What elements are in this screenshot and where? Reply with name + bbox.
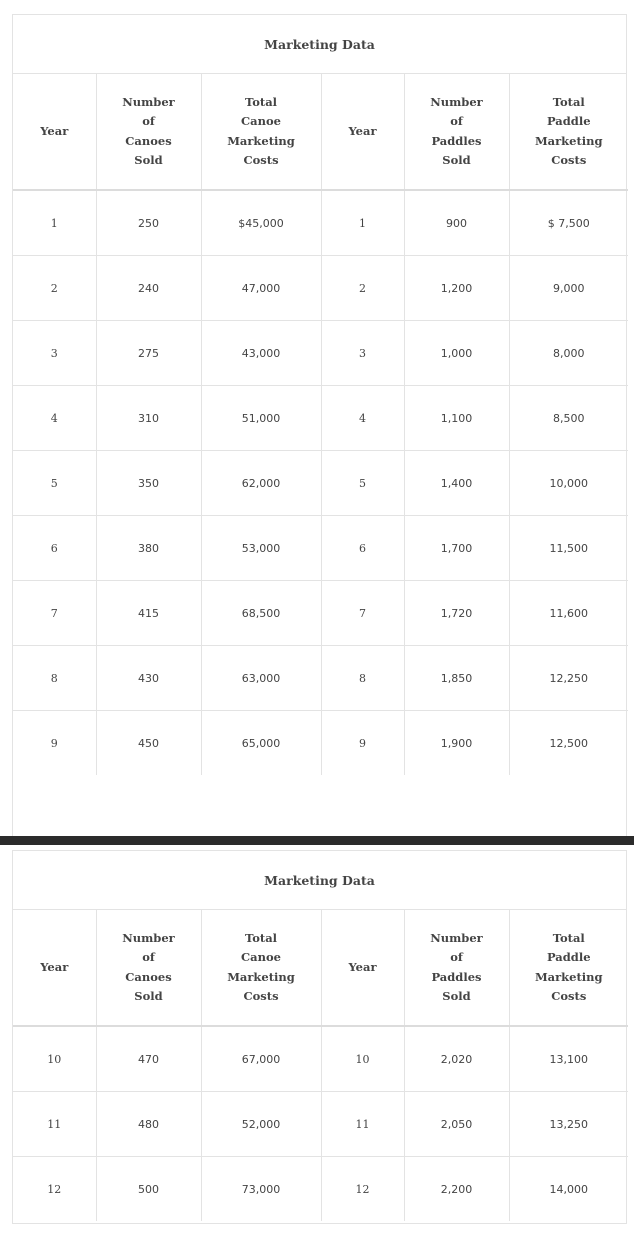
table-title: Marketing Data [13, 851, 626, 910]
table-cell: 1,100 [404, 386, 509, 451]
table-row [13, 1026, 628, 1092]
column-header: Number of Paddles Sold [404, 74, 509, 190]
table-cell: 68,500 [201, 581, 321, 646]
table-cell: 275 [96, 321, 201, 386]
table-cell: 12,500 [549, 736, 588, 750]
table-cell: 67,000 [201, 1026, 321, 1092]
column-header: Total Paddle Marketing Costs [509, 74, 628, 190]
table-cell: 65,000 [201, 711, 321, 776]
table-cell: 2,050 [404, 1092, 509, 1157]
table-cell: 6 [13, 516, 96, 581]
table-cell: 1 [321, 190, 404, 256]
table-cell: 3 [13, 321, 96, 386]
table-cell: 9,000 [509, 256, 628, 321]
table-cell: 13,100 [509, 1026, 628, 1092]
table-cell: 4 [13, 386, 96, 451]
table-cell: 2,020 [404, 1026, 509, 1092]
table-cell: 10 [13, 1026, 96, 1092]
marketing-data-table-2 [13, 910, 628, 1221]
table-cell: 10,000 [509, 451, 628, 516]
table-cell: 2 [13, 256, 96, 321]
table-row [13, 386, 628, 451]
table-title: Marketing Data [13, 15, 626, 74]
table-cell: 63,000 [201, 646, 321, 711]
table-cell: 380 [96, 516, 201, 581]
table-cell: 12,250 [509, 646, 628, 711]
table-cell: 5 [13, 451, 96, 516]
table-cell: 450 [96, 711, 201, 776]
column-header: Number of Canoes Sold [96, 74, 201, 190]
table-cell: 47,000 [201, 256, 321, 321]
table-cell: 1,850 [404, 646, 509, 711]
column-header: Total Paddle Marketing Costs [509, 910, 628, 1026]
table-cell: 43,000 [201, 321, 321, 386]
table-cell: 9 [321, 711, 404, 776]
marketing-table-panel-2 [12, 850, 627, 1224]
table-cell: 11 [13, 1092, 96, 1157]
table-cell: 5 [321, 451, 404, 516]
table-cell: 2,200 [404, 1157, 509, 1222]
table-cell: 2 [321, 256, 404, 321]
table-cell: 7 [321, 581, 404, 646]
table-row [13, 190, 628, 256]
column-header: Year [13, 74, 96, 190]
table-cell: 415 [96, 581, 201, 646]
table-cell: 9 [13, 711, 96, 776]
table-cell: 1,400 [404, 451, 509, 516]
table-row [13, 581, 628, 646]
table-cell: 430 [96, 646, 201, 711]
table-row [13, 516, 628, 581]
table-cell: 8,000 [509, 321, 628, 386]
table-cell: 14,000 [549, 1182, 588, 1196]
table-cell: 470 [96, 1026, 201, 1092]
table-cell: 10 [321, 1026, 404, 1092]
table-cell: 1,200 [404, 256, 509, 321]
table-cell: 4 [321, 386, 404, 451]
table-cell: 1 [13, 190, 96, 256]
table-cell: 480 [96, 1092, 201, 1157]
table-cell: 500 [96, 1157, 201, 1222]
column-header: Number of Paddles Sold [404, 910, 509, 1026]
column-header: Total Canoe Marketing Costs [201, 74, 321, 190]
table-cell: 8,500 [509, 386, 628, 451]
table-cell: 1,720 [404, 581, 509, 646]
table-row [13, 321, 628, 386]
table-cell: 8 [321, 646, 404, 711]
table-row [13, 1092, 628, 1157]
table-cell: 11 [321, 1092, 404, 1157]
table-cell: 310 [96, 386, 201, 451]
table-cell: 1,000 [404, 321, 509, 386]
column-header: Year [321, 910, 404, 1026]
table-cell: 6 [321, 516, 404, 581]
column-header: Year [13, 910, 96, 1026]
table-cell: 73,000 [201, 1157, 321, 1222]
marketing-data-table-1 [13, 74, 628, 775]
column-header: Number of Canoes Sold [96, 910, 201, 1026]
table-cell: 11,500 [509, 516, 628, 581]
table-cell: 13,250 [509, 1092, 628, 1157]
header-row [13, 74, 628, 190]
header-row [13, 910, 628, 1026]
table-cell: 3 [321, 321, 404, 386]
table-row [13, 1157, 628, 1222]
column-header: Year [321, 74, 404, 190]
table-row [13, 711, 628, 776]
table-cell: 350 [96, 451, 201, 516]
table-cell: 1,700 [404, 516, 509, 581]
table-cell: $45,000 [201, 190, 321, 256]
table-cell: 12 [13, 1157, 96, 1222]
column-header: Total Canoe Marketing Costs [201, 910, 321, 1026]
table-row [13, 646, 628, 711]
section-divider [0, 836, 634, 845]
table-cell: 62,000 [201, 451, 321, 516]
table-cell: 7 [13, 581, 96, 646]
table-cell: 250 [96, 190, 201, 256]
table-cell: 12 [321, 1157, 404, 1222]
table-cell: 900 [404, 190, 509, 256]
table-row [13, 256, 628, 321]
table-cell: 240 [96, 256, 201, 321]
table-cell: $ 7,500 [509, 190, 628, 256]
table-cell: 51,000 [201, 386, 321, 451]
table-cell: 52,000 [201, 1092, 321, 1157]
table-cell: 11,600 [509, 581, 628, 646]
table-cell: 8 [13, 646, 96, 711]
marketing-table-panel-1 [12, 14, 627, 836]
table-cell: 1,900 [404, 711, 509, 776]
table-cell: 53,000 [201, 516, 321, 581]
table-row [13, 451, 628, 516]
